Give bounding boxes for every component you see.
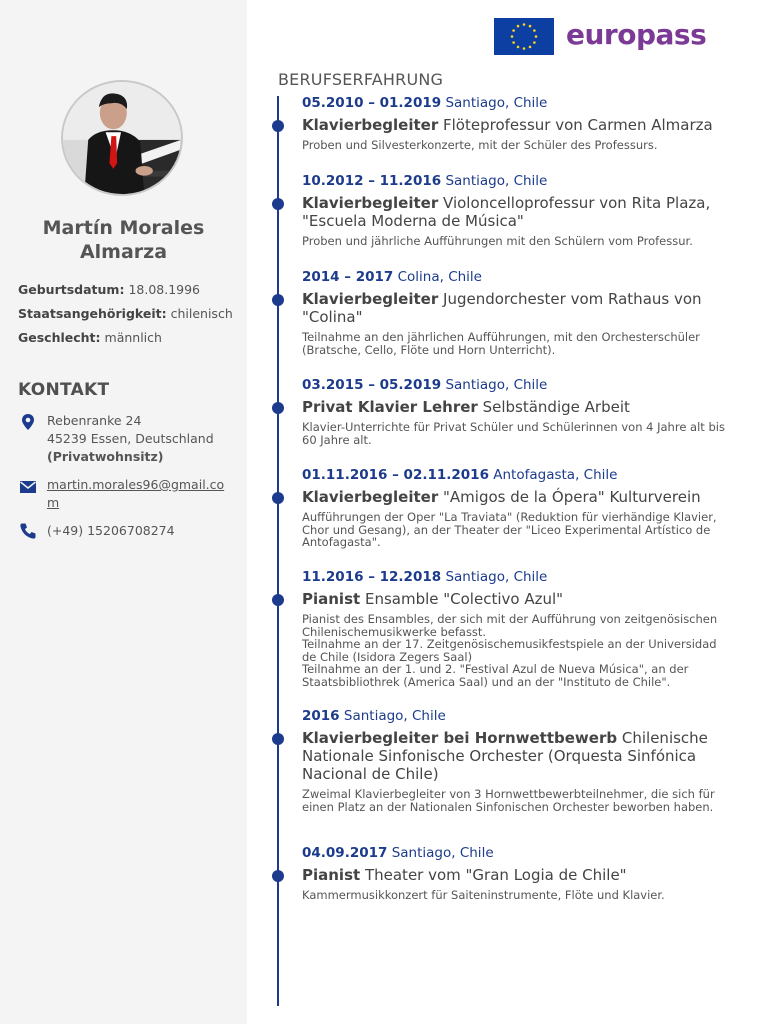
entry-description: Proben und jährliche Aufführungen mit den Schülern vom Professur. xyxy=(302,234,693,248)
experience-entry xyxy=(302,172,732,248)
entry-place: Santiago, Chile xyxy=(343,708,446,724)
entry-date: 01.11.2016 – 02.11.2016 xyxy=(302,467,489,483)
timeline-dot xyxy=(272,198,284,210)
contact-heading: KONTAKT xyxy=(18,380,110,400)
experience-entry xyxy=(302,568,732,688)
entry-date: 04.09.2017 xyxy=(302,845,388,861)
gender-label: Geschlecht: xyxy=(18,330,101,345)
entry-place: Colina, Chile xyxy=(397,269,482,285)
timeline-dot xyxy=(272,870,284,882)
entry-title xyxy=(302,398,732,416)
email-link[interactable] xyxy=(47,476,224,512)
timeline-dot xyxy=(272,733,284,745)
entry-organization: Ensamble "Colectivo Azul" xyxy=(364,590,564,608)
gender-value: männlich xyxy=(104,330,162,345)
entry-title xyxy=(302,590,732,608)
phone-icon xyxy=(19,522,37,540)
entry-date-row xyxy=(302,172,732,190)
address-city: 45239 Essen, Deutschland xyxy=(47,431,214,446)
entry-role: Pianist xyxy=(302,866,361,884)
experience-entry xyxy=(302,707,732,813)
timeline-dot xyxy=(272,594,284,606)
phone-number[interactable]: (+49) 15206708274 xyxy=(47,523,175,538)
experience-entry xyxy=(302,376,732,446)
entry-organization: Selbständige Arbeit xyxy=(482,398,630,416)
timeline-dot xyxy=(272,120,284,132)
entry-title xyxy=(302,866,732,884)
entry-description: Teilnahme an den jährlichen Aufführungen, mit den Orchesterschüler (Bratsche, Cello, Flöte und Horn Unterricht). xyxy=(302,330,700,357)
entry-organization: Jugendorchester vom Rathaus von "Colina" xyxy=(302,290,702,326)
entry-title xyxy=(302,488,732,506)
entry-organization: "Amigos de la Ópera" Kulturverein xyxy=(443,488,701,506)
entry-description: Zweimal Klavierbegleiter von 3 Hornwettbewerbteilnehmer, die sich für einen Platz an der Nationalen Sinfonischen Orchester beworben haben. xyxy=(302,787,715,814)
entry-description: Aufführungen der Oper "La Traviata" (Reduktion für vierhändige Klavier, Chor und Gesang), an der Theater der "Liceo Experimental Artístico de Antofagasta". xyxy=(302,510,717,549)
entry-title xyxy=(302,116,732,134)
entry-title xyxy=(302,194,732,230)
experience-entry xyxy=(302,844,732,902)
email-line-2[interactable]: m xyxy=(47,495,60,510)
entry-date-row xyxy=(302,268,732,286)
entry-title xyxy=(302,290,732,326)
birth-date-value: 18.08.1996 xyxy=(128,282,201,297)
entry-date: 2014 – 2017 xyxy=(302,269,394,285)
entry-place: Santiago, Chile xyxy=(445,173,548,189)
avatar xyxy=(61,80,183,196)
entry-role: Pianist xyxy=(302,590,361,608)
entry-date: 10.2012 – 11.2016 xyxy=(302,173,442,189)
address-block xyxy=(47,412,214,466)
email-line-1[interactable]: martin.morales96@gmail.co xyxy=(47,477,225,492)
entry-description: Pianist des Ensambles, der sich mit der Aufführung von zeitgenösischen Chilenischemusikwerke befasst. Teilnahme an der 17. Zeitgenösischemusikfestspiele an der Universidad de Chile (Isidora Zegers Saal) Teilnahme an der 1. und 2. "Festival Azul de Nueva Música", an der Staatsbibliothrek (America Saal) und an der "Instituto de Chile". xyxy=(302,612,718,689)
entry-date-row xyxy=(302,376,732,394)
entry-role: Privat Klavier Lehrer xyxy=(302,398,478,416)
nationality-value: chilenisch xyxy=(170,306,233,321)
profile-photo xyxy=(63,82,181,194)
entry-date-row xyxy=(302,94,732,112)
sidebar xyxy=(0,0,247,1024)
timeline-dot xyxy=(272,492,284,504)
experience-entry xyxy=(302,268,732,356)
entry-title xyxy=(302,729,732,783)
europass-wordmark: europass xyxy=(566,18,707,51)
experience-entry xyxy=(302,466,732,549)
entry-date: 11.2016 – 12.2018 xyxy=(302,569,442,585)
entry-description: Klavier-Unterrichte für Privat Schüler und Schülerinnen von 4 Jahre alt bis 60 Jahre alt. xyxy=(302,420,725,447)
entry-date-row xyxy=(302,844,732,862)
entry-place: Antofagasta, Chile xyxy=(493,467,618,483)
birth-date-label: Geburtsdatum: xyxy=(18,282,125,297)
entry-date: 03.2015 – 05.2019 xyxy=(302,377,442,393)
profile-name: Martín Morales Almarza xyxy=(42,217,205,263)
entry-role: Klavierbegleiter xyxy=(302,194,439,212)
address-type: (Privatwohnsitz) xyxy=(47,449,164,464)
entry-description: Kammermusikkonzert für Saiteninstrumente, Flöte und Klavier. xyxy=(302,888,665,902)
entry-organization: Flöteprofessur von Carmen Almarza xyxy=(443,116,713,134)
experience-entry xyxy=(302,94,732,152)
entry-organization: Violoncelloprofessur von Rita Plaza, "Escuela Moderna de Música" xyxy=(302,194,711,230)
entry-organization: Theater vom "Gran Logia de Chile" xyxy=(364,866,627,884)
entry-place: Santiago, Chile xyxy=(445,569,548,585)
entry-date-row xyxy=(302,707,732,725)
entry-place: Santiago, Chile xyxy=(445,95,548,111)
entry-role: Klavierbegleiter xyxy=(302,116,439,134)
nationality-row xyxy=(18,306,233,321)
address-street: Rebenranke 24 xyxy=(47,413,142,428)
entry-place: Santiago, Chile xyxy=(445,377,548,393)
entry-organization: Chilenische Nationale Sinfonische Orchester (Orquesta Sinfónica Nacional de Chile) xyxy=(302,729,708,783)
entry-role: Klavierbegleiter xyxy=(302,290,439,308)
entry-date-row xyxy=(302,466,732,484)
eu-flag-icon xyxy=(494,18,554,55)
birth-date-row xyxy=(18,282,200,297)
timeline-dot xyxy=(272,402,284,414)
gender-row xyxy=(18,330,162,345)
entry-date: 2016 xyxy=(302,708,340,724)
nationality-label: Staatsangehörigkeit: xyxy=(18,306,167,321)
envelope-icon xyxy=(19,478,37,496)
timeline-dot xyxy=(272,294,284,306)
entry-place: Santiago, Chile xyxy=(391,845,494,861)
location-pin-icon xyxy=(19,413,37,431)
experience-heading: BERUFSERFAHRUNG xyxy=(278,70,444,89)
entry-description: Proben und Silvesterkonzerte, mit der Schüler des Professurs. xyxy=(302,138,658,152)
entry-role: Klavierbegleiter xyxy=(302,488,439,506)
entry-date: 05.2010 – 01.2019 xyxy=(302,95,442,111)
europass-logo xyxy=(494,18,707,56)
entry-date-row xyxy=(302,568,732,586)
entry-role: Klavierbegleiter bei Hornwettbewerb xyxy=(302,729,618,747)
